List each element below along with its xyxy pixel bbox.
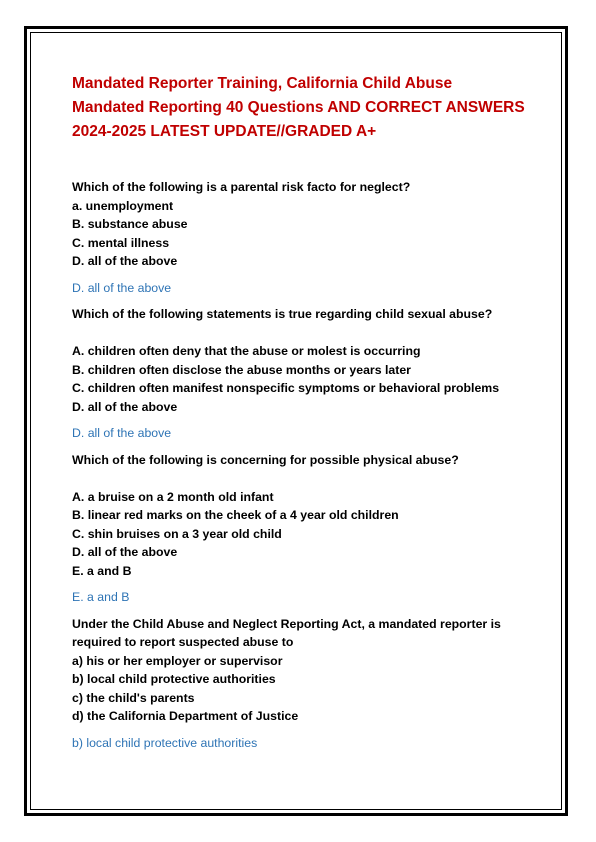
question-stem: required to report suspected abuse to: [72, 635, 294, 649]
question-stem: Which of the following statements is true regarding child sexual abuse?: [72, 307, 493, 321]
answer-option: C. children often manifest nonspecific symptoms or behavioral problems: [72, 381, 500, 395]
answer-option: b) local child protective authorities: [72, 672, 276, 686]
question-stem: Under the Child Abuse and Neglect Reporting Act, a mandated reporter is: [72, 616, 501, 631]
answer-option: a) his or her employer or supervisor: [72, 653, 283, 668]
document-body: [72, 72, 532, 760]
answer-option: E. a and B: [72, 563, 132, 578]
correct-answer: D. all of the above: [72, 280, 172, 295]
question: [72, 615, 532, 726]
answer-option: D. all of the above: [72, 254, 178, 268]
answer-option: A. children often deny that the abuse or molest is occurring: [72, 344, 421, 358]
question-block: [72, 615, 532, 753]
answer-option: c) the child's parents: [72, 690, 195, 705]
blank-line: [72, 324, 532, 343]
answer-option: B. linear red marks on the cheek of a 4 year old children: [72, 508, 399, 522]
answer-option: B. substance abuse: [72, 217, 188, 231]
document-title: [72, 72, 532, 144]
blank-line: [72, 469, 532, 488]
question: [72, 305, 532, 416]
answer-option: B. children often disclose the abuse months or years later: [72, 362, 411, 377]
answer-option: D. all of the above: [72, 545, 178, 559]
answer-option: a. unemployment: [72, 198, 174, 213]
question: [72, 451, 532, 581]
correct-answer: E. a and B: [72, 590, 130, 604]
question-stem: Which of the following is a parental risk facto for neglect?: [72, 180, 411, 194]
correct-answer: D. all of the above: [72, 426, 172, 440]
question-stem: Which of the following is concerning for possible physical abuse?: [72, 452, 459, 467]
title-line: 2024-2025 LATEST UPDATE//GRADED A+: [72, 123, 377, 140]
title-line: Mandated Reporting 40 Questions AND CORRECT ANSWERS: [72, 99, 525, 116]
answer-option: A. a bruise on a 2 month old infant: [72, 489, 274, 504]
answer-option: C. mental illness: [72, 235, 170, 250]
correct-answer: b) local child protective authorities: [72, 735, 258, 750]
title-line: Mandated Reporter Training, California Child Abuse: [72, 75, 453, 92]
question-block: [72, 178, 532, 297]
question-block: [72, 451, 532, 607]
answer-option: C. shin bruises on a 3 year old child: [72, 526, 282, 541]
answer-option: D. all of the above: [72, 399, 178, 414]
question: [72, 178, 532, 271]
answer-option: d) the California Department of Justice: [72, 709, 299, 723]
question-block: [72, 305, 532, 443]
